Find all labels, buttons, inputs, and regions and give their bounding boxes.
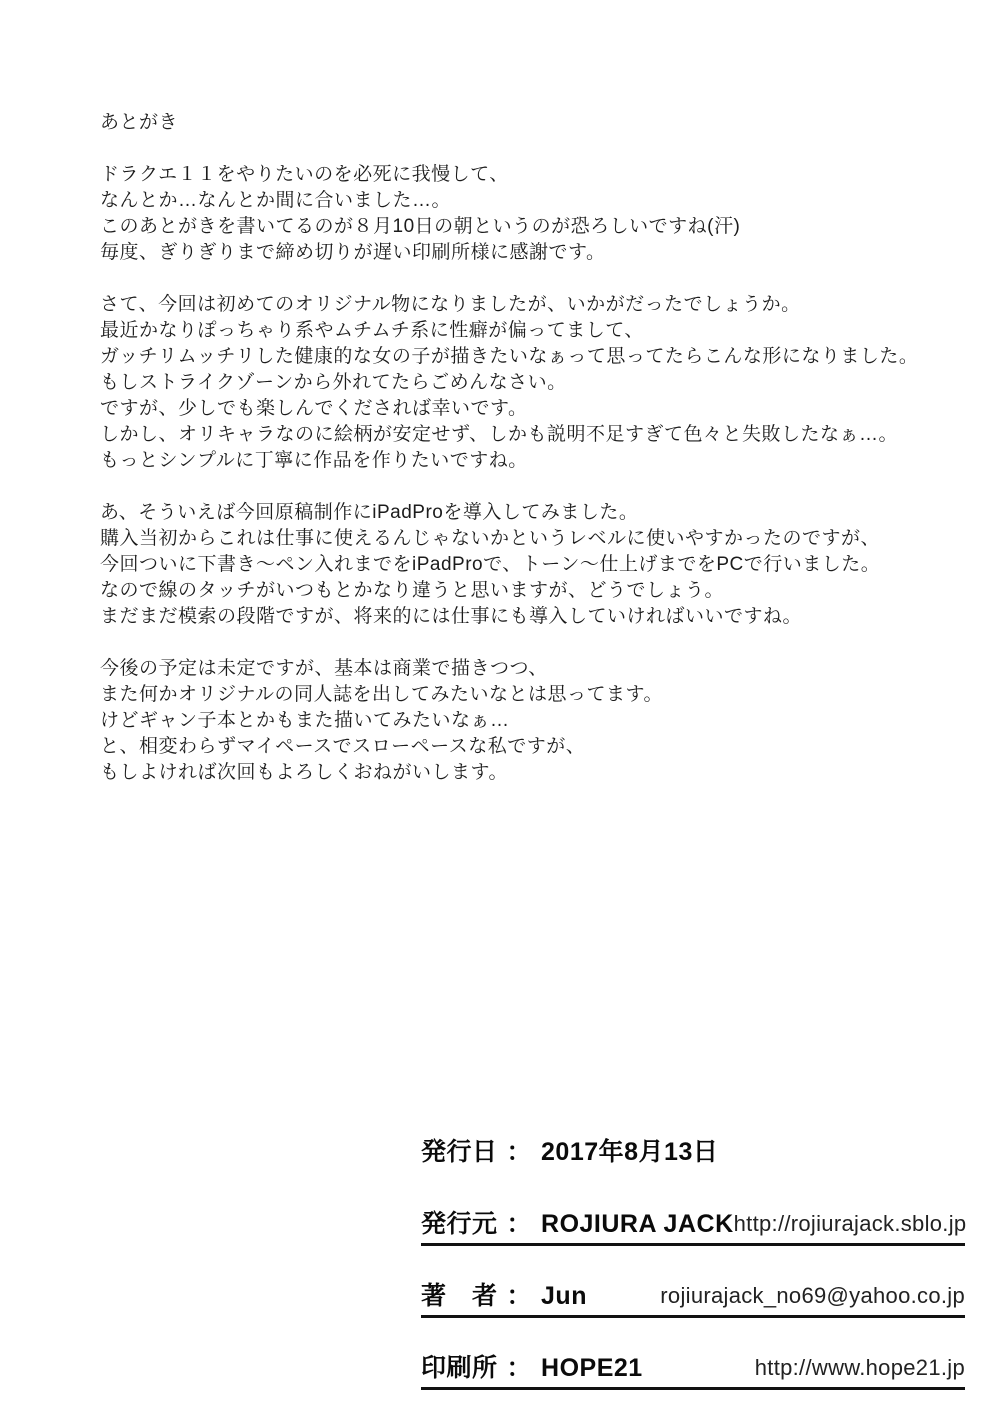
colophon-row	[421, 1210, 965, 1246]
afterword-line: もしよければ次回もよろしくおねがいします。	[100, 762, 508, 783]
colophon-row-left	[421, 1282, 587, 1310]
afterword-line: 購入当初からこれは仕事に使えるんじゃないかというレベルに使いやすかったのですが、	[100, 528, 881, 549]
afterword-line: もっとシンプルに丁寧に作品を作りたいですね。	[100, 450, 528, 471]
colophon-colon: ：	[506, 1210, 533, 1238]
afterword-line: なので線のタッチがいつもとかなり違うと思いますが、どうでしょう。	[100, 580, 725, 601]
afterword-line: ガッチリムッチリした健康的な女の子が描きたいなぁって思ってたらこんな形になりました。	[100, 346, 919, 367]
colophon-label: 発行日	[421, 1138, 498, 1166]
afterword-line: ですが、少しでも楽しんでくだされば幸いです。	[100, 398, 528, 419]
afterword-line: もしストライクゾーンから外れてたらごめんなさい。	[100, 372, 567, 393]
afterword-line: また何かオリジナルの同人誌を出してみたいなとは思ってます。	[100, 684, 664, 705]
colophon-row-left	[421, 1138, 718, 1166]
colophon-label: 著 者	[421, 1282, 498, 1310]
afterword-line: 毎度、ぎりぎりまで締め切りが遅い印刷所様に感謝です。	[100, 242, 606, 263]
afterword-line: さて、今回は初めてのオリジナル物になりましたが、いかがだったでしょうか。	[100, 294, 801, 315]
colophon-label: 発行元	[421, 1210, 498, 1238]
afterword-line: けどギャン子本とかもまた描いてみたいなぁ…	[100, 710, 510, 731]
afterword-paragraph	[100, 656, 960, 786]
colophon-colon: ：	[506, 1138, 533, 1166]
afterword-body	[100, 162, 960, 786]
colophon-row-left	[421, 1210, 734, 1238]
colophon-row-left	[421, 1354, 643, 1382]
colophon-value: HOPE21	[541, 1354, 643, 1382]
colophon-section	[421, 1138, 965, 1412]
colophon-row	[421, 1138, 965, 1174]
colophon-row	[421, 1354, 965, 1390]
afterword-line: あ、そういえば今回原稿制作にiPadProを導入してみました。	[100, 502, 639, 523]
afterword-line: と、相変わらずマイペースでスローペースな私ですが、	[100, 736, 586, 757]
colophon-value: 2017年8月13日	[541, 1138, 719, 1166]
afterword-line: このあとがきを書いてるのが８月10日の朝というのが恐ろしいですね(汗)	[100, 216, 741, 237]
afterword-line: 今回ついに下書き〜ペン入れまでをiPadProで、トーン〜仕上げまでをPCで行いました。	[100, 554, 881, 575]
colophon-url: http://rojiurajack.sblo.jp	[733, 1211, 967, 1236]
afterword-line: なんとか…なんとか間に合いました…。	[100, 190, 452, 211]
colophon-url: rojiurajack_no69@yahoo.co.jp	[660, 1283, 965, 1308]
colophon-value: ROJIURA JACK	[541, 1210, 734, 1238]
afterword-line: 最近かなりぽっちゃり系やムチムチ系に性癖が偏ってまして、	[100, 320, 644, 341]
afterword-paragraph	[100, 162, 960, 266]
colophon-row	[421, 1282, 965, 1318]
colophon-colon: ：	[506, 1354, 533, 1382]
colophon-label: 印刷所	[421, 1354, 498, 1382]
colophon-value: Jun	[541, 1282, 587, 1310]
afterword-heading: あとがき	[100, 112, 179, 133]
afterword-paragraph	[100, 500, 960, 630]
afterword-line: まだまだ模索の段階ですが、将来的には仕事にも導入していければいいですね。	[100, 606, 803, 627]
afterword-line: しかし、オリキャラなのに絵柄が安定せず、しかも説明不足すぎて色々と失敗したなぁ…。	[100, 424, 898, 445]
afterword-section	[100, 110, 960, 812]
colophon-url: http://www.hope21.jp	[754, 1355, 965, 1380]
afterword-line: 今後の予定は未定ですが、基本は商業で描きつつ、	[100, 658, 548, 679]
colophon-colon: ：	[506, 1282, 533, 1310]
afterword-paragraph	[100, 292, 960, 474]
afterword-line: ドラクエ１１をやりたいのを必死に我慢して、	[100, 164, 509, 185]
